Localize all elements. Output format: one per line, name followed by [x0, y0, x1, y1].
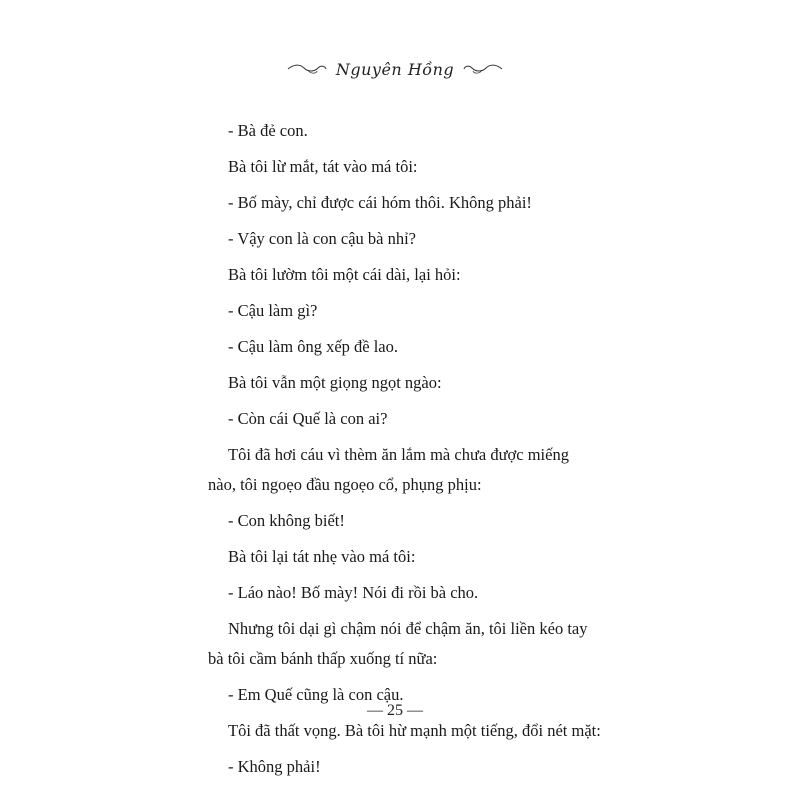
- paragraph: - Em Quế cũng là con cậu.: [228, 685, 404, 704]
- paragraph: - Vậy con là con cậu bà nhỉ?: [228, 229, 416, 248]
- running-header-author: Nguyên Hồng: [335, 59, 455, 79]
- paragraph: - Con không biết!: [228, 511, 345, 530]
- paragraph: - Còn cái Quế là con ai?: [228, 409, 388, 428]
- page-body: [208, 116, 608, 788]
- paragraph: Bà tôi lừ mắt, tát vào má tôi:: [228, 157, 418, 176]
- paragraph: Bà tôi lườm tôi một cái dài, lại hỏi:: [228, 265, 461, 284]
- paragraph: Bà tôi lại tát nhẹ vào má tôi:: [228, 547, 416, 566]
- left-flourish-icon: [286, 62, 328, 76]
- paragraph: - Bà đẻ con.: [228, 121, 308, 140]
- page-number: — 25 —: [367, 702, 423, 719]
- paragraph: - Bố mày, chỉ được cái hóm thôi. Không phải!: [228, 193, 532, 212]
- paragraph: Bà tôi vẫn một giọng ngọt ngào:: [228, 373, 442, 392]
- right-flourish-icon: [462, 62, 504, 76]
- paragraph: - Láo nào! Bố mày! Nói đi rồi bà cho.: [228, 583, 479, 602]
- paragraph: Nhưng tôi dại gì chậm nói để chậm ăn, tôi liền kéo tay bà tôi cầm bánh thấp xuống tí nữa:: [208, 619, 588, 668]
- paragraph: - Không phải!: [228, 757, 321, 776]
- paragraph: - Cậu làm ông xếp đề lao.: [228, 337, 398, 356]
- paragraph: Tôi đã thất vọng. Bà tôi hừ mạnh một tiếng, đổi nét mặt:: [228, 721, 601, 740]
- running-header: [0, 54, 790, 84]
- paragraph: - Cậu làm gì?: [228, 301, 318, 320]
- paragraph: Tôi đã hơi cáu vì thèm ăn lắm mà chưa được miếng nào, tôi ngoẹo đầu ngoẹo cổ, phụng phịu:: [208, 445, 569, 494]
